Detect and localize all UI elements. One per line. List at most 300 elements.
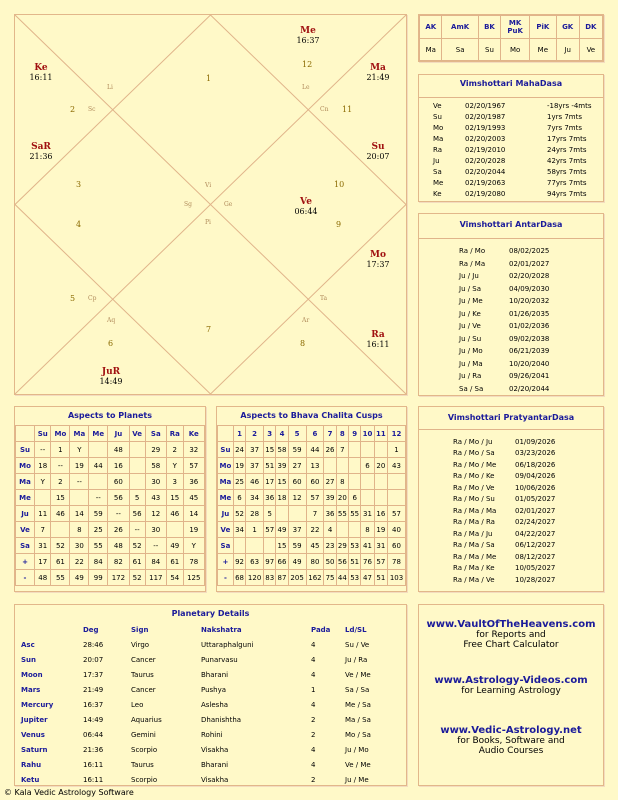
grid-cell: 52 <box>129 538 145 554</box>
grid-cell: 25 <box>233 474 245 490</box>
grid-cell: 37 <box>288 522 306 538</box>
karaka-header: MK PuK <box>501 16 530 39</box>
karakas-panel <box>418 14 604 62</box>
grid-row-label: Su <box>218 442 234 458</box>
sign-label: Ge <box>224 201 233 208</box>
grid-cell <box>70 490 89 506</box>
grid-header: 2 <box>246 426 264 442</box>
vault-desc-1: for Reports and <box>476 630 546 640</box>
planet-detail: Rohini <box>201 730 223 739</box>
dasa-lord: Ju <box>433 156 440 165</box>
footer-copyright: © Kala Vedic Astrology Software <box>4 788 134 797</box>
grid-cell: 44 <box>89 458 108 474</box>
planetary-header: Pada <box>311 626 331 634</box>
antardasa-row <box>459 345 549 358</box>
karakas-table <box>419 15 603 61</box>
grid-cell <box>89 442 108 458</box>
antardasa-date: 10/20/2040 <box>509 359 550 368</box>
planet-detail: 4 <box>311 655 316 664</box>
sign-label: Cp <box>88 295 97 302</box>
planet-detail: 4 <box>311 760 316 769</box>
planetary-row <box>21 727 401 742</box>
grid-row-label: Me <box>218 490 234 506</box>
dasa-age: 77yrs 7mts <box>547 178 587 187</box>
planet-ra: Ra 16:11 <box>366 330 390 349</box>
pratyantar-row <box>453 574 555 586</box>
grid-cell: 59 <box>288 442 306 458</box>
grid-row <box>218 554 406 570</box>
videos-desc-1: for Learning Astrology <box>461 686 561 696</box>
grid-cell: 52 <box>129 570 145 586</box>
grid-cell: 19 <box>70 458 89 474</box>
grid-cell: 30 <box>145 522 166 538</box>
grid-cell: 45 <box>306 538 324 554</box>
planet-detail: Cancer <box>131 685 156 694</box>
mahadasa-row <box>433 177 592 188</box>
grid-cell: 75 <box>324 570 336 586</box>
pratyantar-row <box>453 482 555 494</box>
grid-cell: 15 <box>276 538 288 554</box>
grid-cell: 99 <box>89 570 108 586</box>
antardasa-row <box>459 320 549 333</box>
grid-cell: 43 <box>145 490 166 506</box>
pratyantar-row <box>453 505 555 517</box>
grid-header: 10 <box>361 426 374 442</box>
planet-detail: Leo <box>131 700 144 709</box>
grid-cell: 13 <box>306 458 324 474</box>
antardasa-period: Ju / Ma <box>459 359 483 368</box>
pratyantar-period: Ra / Mo / Me <box>453 460 497 469</box>
pratyantar-period: Ra / Ma / Ra <box>453 518 495 527</box>
grid-cell: 61 <box>51 554 70 570</box>
dasa-age: 94yrs 7mts <box>547 189 587 198</box>
planet-detail: Ma / Sa <box>345 715 371 724</box>
mahadasa-table <box>433 100 592 199</box>
antardasa-row <box>459 370 549 383</box>
antardasa-row <box>459 270 549 283</box>
grid-cell: 55 <box>349 506 361 522</box>
grid-cell: 117 <box>145 570 166 586</box>
grid-cell: -- <box>51 458 70 474</box>
grid-cell: 31 <box>35 538 51 554</box>
grid-row-label: Ve <box>218 522 234 538</box>
grid-cell: 51 <box>349 554 361 570</box>
grid-cell: 125 <box>183 570 204 586</box>
antardasa-period: Ju / Sa <box>459 284 482 293</box>
planet-mo: Mo 17:37 <box>366 250 390 269</box>
house-10: 10 <box>334 180 345 189</box>
aspects-cusps-title: Aspects to Bhava Chalita Cusps <box>240 411 383 420</box>
videos-link[interactable]: www.Astrology-Videos.com <box>434 675 588 686</box>
grid-cell: 60 <box>288 474 306 490</box>
grid-cell: 84 <box>89 554 108 570</box>
grid-cell: 34 <box>233 522 245 538</box>
mahadasa-row <box>433 166 592 177</box>
dasa-age: 24yrs 7mts <box>547 145 587 154</box>
pratyantar-panel <box>418 406 604 592</box>
pratyantar-row <box>453 436 555 448</box>
grid-cell: 2 <box>167 442 184 458</box>
grid-cell: 162 <box>306 570 324 586</box>
grid-cell <box>349 442 361 458</box>
dasa-date: 02/20/1987 <box>465 112 506 121</box>
pratyantar-row <box>453 471 555 483</box>
grid-cell: 7 <box>35 522 51 538</box>
grid-cell: 19 <box>233 458 245 474</box>
pratyantar-date: 03/23/2026 <box>515 449 556 458</box>
planet-name: Mercury <box>21 700 54 709</box>
grid-cell: -- <box>129 522 145 538</box>
aspects-planets-panel <box>14 406 206 592</box>
planet-detail: Scorpio <box>131 775 158 784</box>
planet-detail: Aquarius <box>131 715 162 724</box>
grid-cell: 82 <box>108 554 129 570</box>
planet-detail: Me / Sa <box>345 700 371 709</box>
grid-cell: 3 <box>167 474 184 490</box>
antardasa-period: Ju / Ve <box>459 322 481 331</box>
planet-su: Su 20:07 <box>366 142 390 161</box>
grid-header: Sa <box>145 426 166 442</box>
mahadasa-row <box>433 111 592 122</box>
grid-cell <box>167 522 184 538</box>
karaka-value: Ma <box>420 39 442 61</box>
grid-cell: 61 <box>167 554 184 570</box>
planet-jur: JuR 14:49 <box>99 367 123 386</box>
pratyantar-date: 06/12/2027 <box>515 541 556 550</box>
grid-row-label: Sa <box>16 538 35 554</box>
grid-cell: 103 <box>388 570 406 586</box>
planet-detail: Virgo <box>131 640 150 649</box>
pratyantar-row <box>453 528 555 540</box>
grid-cell: 43 <box>388 458 406 474</box>
antardasa-date: 09/26/2041 <box>509 372 550 381</box>
planet-detail: 2 <box>311 715 316 724</box>
vedic-link[interactable]: www.Vedic-Astrology.net <box>440 725 582 736</box>
grid-cell <box>349 522 361 538</box>
planet-detail: Dhanishtha <box>201 715 242 724</box>
mahadasa-row <box>433 122 592 133</box>
grid-header: 8 <box>336 426 348 442</box>
grid-row <box>218 474 406 490</box>
grid-header: Su <box>35 426 51 442</box>
grid-cell: 15 <box>167 490 184 506</box>
dasa-age: 42yrs 7mts <box>547 156 587 165</box>
karaka-header: DK <box>579 16 602 39</box>
grid-cell: 47 <box>361 570 374 586</box>
planet-detail: 16:11 <box>83 760 104 769</box>
aspects-planets-table <box>15 425 205 586</box>
grid-cell: 56 <box>108 490 129 506</box>
grid-row <box>16 554 205 570</box>
dasa-age: -18yrs -4mts <box>547 101 592 110</box>
grid-header: Me <box>89 426 108 442</box>
karaka-header: BK <box>478 16 500 39</box>
grid-cell: Y <box>70 442 89 458</box>
grid-cell: 41 <box>361 538 374 554</box>
pratyantar-date: 10/28/2027 <box>515 575 556 584</box>
grid-row-label: + <box>16 554 35 570</box>
grid-header: 1 <box>233 426 245 442</box>
grid-cell <box>336 522 348 538</box>
planet-detail: 2 <box>311 775 316 784</box>
grid-cell: 18 <box>35 458 51 474</box>
grid-cell: 36 <box>183 474 204 490</box>
planet-detail: 14:49 <box>83 715 104 724</box>
house-8: 8 <box>300 339 306 348</box>
aspects-cusps-table <box>217 425 406 586</box>
house-4: 4 <box>76 220 82 229</box>
grid-cell: -- <box>108 506 129 522</box>
dasa-date: 02/19/2010 <box>465 145 506 154</box>
antardasa-date: 01/02/2036 <box>509 322 550 331</box>
grid-row <box>218 458 406 474</box>
grid-cell: 4 <box>324 522 336 538</box>
grid-cell: 49 <box>276 522 288 538</box>
links-panel <box>418 604 604 786</box>
grid-cell <box>374 442 387 458</box>
grid-cell: 51 <box>374 570 387 586</box>
antardasa-date: 09/02/2038 <box>509 334 550 343</box>
grid-cell <box>374 474 387 490</box>
grid-cell <box>361 490 374 506</box>
pratyantar-period: Ra / Mo / Ju <box>453 437 493 446</box>
link-block-vedic <box>419 725 603 756</box>
pratyantar-period: Ra / Ma / Ma <box>453 506 497 515</box>
grid-cell: 49 <box>70 570 89 586</box>
pratyantar-row <box>453 517 555 529</box>
grid-cell: 57 <box>388 506 406 522</box>
grid-cell: 1 <box>388 442 406 458</box>
antardasa-period: Ju / Me <box>459 297 483 306</box>
mahadasa-panel <box>418 74 604 202</box>
grid-cell: 55 <box>336 506 348 522</box>
grid-cell: 60 <box>108 474 129 490</box>
grid-cell: 51 <box>264 458 276 474</box>
grid-cell: 19 <box>374 522 387 538</box>
grid-cell: 22 <box>70 554 89 570</box>
grid-cell <box>324 458 336 474</box>
grid-header: 3 <box>264 426 276 442</box>
planet-detail: Taurus <box>131 670 154 679</box>
planet-detail: Visakha <box>201 745 229 754</box>
grid-cell: 15 <box>264 442 276 458</box>
dasa-age: 17yrs 7mts <box>547 134 587 143</box>
grid-cell: 16 <box>374 506 387 522</box>
planet-detail: 16:37 <box>83 700 104 709</box>
sign-label: Sg <box>184 201 192 208</box>
grid-cell: 22 <box>306 522 324 538</box>
pratyantar-date: 06/18/2026 <box>515 460 556 469</box>
grid-cell: 7 <box>306 506 324 522</box>
planet-detail: Scorpio <box>131 745 158 754</box>
grid-cell: Y <box>167 458 184 474</box>
vedic-desc-2: Audio Courses <box>478 746 544 756</box>
house-1: 1 <box>206 74 212 83</box>
grid-cell: 29 <box>145 442 166 458</box>
antardasa-period: Ra / Mo <box>459 247 486 256</box>
antardasa-title: Vimshottari AntarDasa <box>419 214 603 239</box>
antardasa-period: Ra / Ma <box>459 259 486 268</box>
karaka-value: Me <box>530 39 557 61</box>
grid-cell <box>361 474 374 490</box>
grid-cell: 37 <box>246 458 264 474</box>
grid-cell: 23 <box>324 538 336 554</box>
antardasa-date: 08/02/2025 <box>509 247 550 256</box>
grid-row <box>218 506 406 522</box>
grid-cell: 56 <box>336 554 348 570</box>
dasa-date: 02/20/2028 <box>465 156 506 165</box>
grid-cell: 12 <box>145 506 166 522</box>
grid-cell <box>374 490 387 506</box>
antardasa-row <box>459 283 549 296</box>
pratyantar-date: 09/04/2026 <box>515 472 556 481</box>
grid-row-label: Mo <box>218 458 234 474</box>
pratyantar-period: Ra / Ma / Ve <box>453 575 495 584</box>
grid-cell <box>349 474 361 490</box>
pratyantar-period: Ra / Ma / Ke <box>453 564 495 573</box>
planetary-row <box>21 652 401 667</box>
planet-detail: 16:11 <box>83 775 104 784</box>
grid-cell: 19 <box>183 522 204 538</box>
grid-cell: 24 <box>233 442 245 458</box>
grid-cell: 58 <box>276 442 288 458</box>
antardasa-period: Ju / Ju <box>459 272 479 281</box>
planet-detail: 17:37 <box>83 670 104 679</box>
planet-name: Saturn <box>21 745 48 754</box>
pratyantar-title: Vimshottari PratyantarDasa <box>419 407 603 430</box>
karaka-value: Sa <box>442 39 478 61</box>
grid-cell: -- <box>70 474 89 490</box>
planet-detail: Ju / Ra <box>345 655 368 664</box>
grid-cell: 59 <box>288 538 306 554</box>
vault-link[interactable]: www.VaultOfTheHeavens.com <box>426 619 596 630</box>
planet-detail: Ju / Mo <box>345 745 369 754</box>
pratyantar-row <box>453 551 555 563</box>
grid-cell: 58 <box>145 458 166 474</box>
planet-detail: Ju / Me <box>345 775 369 784</box>
grid-cell: 68 <box>233 570 245 586</box>
grid-header: Mo <box>51 426 70 442</box>
grid-cell <box>129 442 145 458</box>
antardasa-period: Ju / Ra <box>459 372 482 381</box>
house-11: 11 <box>342 105 353 114</box>
house-3: 3 <box>76 180 82 189</box>
planet-name: Moon <box>21 670 43 679</box>
house-2: 2 <box>70 105 76 114</box>
planet-detail: 4 <box>311 670 316 679</box>
grid-cell: 55 <box>89 538 108 554</box>
grid-cell <box>361 442 374 458</box>
grid-cell <box>89 474 108 490</box>
antardasa-period: Sa / Sa <box>459 384 484 393</box>
pratyantar-row <box>453 563 555 575</box>
pratyantar-period: Ra / Mo / Ve <box>453 483 495 492</box>
mahadasa-row <box>433 188 592 199</box>
link-block-videos <box>419 675 603 725</box>
planet-detail: Cancer <box>131 655 156 664</box>
grid-cell: 60 <box>388 538 406 554</box>
grid-cell: 84 <box>145 554 166 570</box>
dasa-lord: Ma <box>433 134 444 143</box>
grid-header: Ke <box>183 426 204 442</box>
planetary-header: Nakshatra <box>201 626 242 634</box>
antardasa-date: 04/09/2030 <box>509 284 550 293</box>
planet-name: Jupiter <box>21 715 48 724</box>
grid-cell: 29 <box>336 538 348 554</box>
planet-detail: 06:44 <box>83 730 104 739</box>
planet-detail: Uttaraphalguni <box>201 640 254 649</box>
grid-cell: 54 <box>167 570 184 586</box>
planet-ke: Ke 16:11 <box>29 63 53 82</box>
grid-cell: 17 <box>264 474 276 490</box>
planetary-row <box>21 667 401 682</box>
planet-detail: 20:07 <box>83 655 104 664</box>
grid-cell: 17 <box>35 554 51 570</box>
grid-cell: 11 <box>35 506 51 522</box>
grid-cell: 61 <box>129 554 145 570</box>
dasa-lord: Ra <box>433 145 442 154</box>
grid-cell: 8 <box>70 522 89 538</box>
pratyantar-row <box>453 540 555 552</box>
pratyantar-period: Ra / Ma / Sa <box>453 541 495 550</box>
karaka-header: AmK <box>442 16 478 39</box>
planet-detail: Bharani <box>201 670 229 679</box>
planetary-header: Sign <box>131 626 149 634</box>
planetary-header: Deg <box>83 626 99 634</box>
pratyantar-row <box>453 494 555 506</box>
sign-label: Ta <box>320 295 328 302</box>
grid-header <box>16 426 35 442</box>
grid-cell: 48 <box>108 538 129 554</box>
dasa-date: 02/19/2063 <box>465 178 506 187</box>
link-block-vault <box>419 619 603 675</box>
pratyantar-date: 10/06/2026 <box>515 483 556 492</box>
grid-row <box>16 506 205 522</box>
karaka-value: Mo <box>501 39 530 61</box>
grid-cell: 27 <box>288 458 306 474</box>
karaka-value: Ve <box>579 39 602 61</box>
grid-cell <box>246 538 264 554</box>
grid-cell: 52 <box>233 506 245 522</box>
antardasa-date: 02/01/2027 <box>509 259 550 268</box>
grid-row-label: Me <box>16 490 35 506</box>
antardasa-period: Ju / Su <box>459 334 482 343</box>
planet-name: Mars <box>21 685 41 694</box>
house-5: 5 <box>70 294 76 303</box>
grid-row-label: + <box>218 554 234 570</box>
grid-cell: 26 <box>108 522 129 538</box>
planet-detail: 4 <box>311 700 316 709</box>
grid-cell: 14 <box>183 506 204 522</box>
planet-detail: 2 <box>311 730 316 739</box>
sign-label: Sc <box>88 106 96 113</box>
planet-detail: Aslesha <box>201 700 229 709</box>
grid-row <box>16 442 205 458</box>
sign-label: Aq <box>107 317 116 324</box>
planetary-row <box>21 742 401 757</box>
planet-detail: 1 <box>311 685 316 694</box>
pratyantar-row <box>453 459 555 471</box>
antardasa-row <box>459 358 549 371</box>
grid-cell: 28 <box>246 506 264 522</box>
grid-cell: 78 <box>388 554 406 570</box>
dasa-age: 7yrs 7mts <box>547 123 583 132</box>
karaka-header: AK <box>420 16 442 39</box>
grid-cell: 39 <box>276 458 288 474</box>
grid-cell: 50 <box>324 554 336 570</box>
grid-cell <box>349 458 361 474</box>
dasa-lord: Ke <box>433 189 442 198</box>
